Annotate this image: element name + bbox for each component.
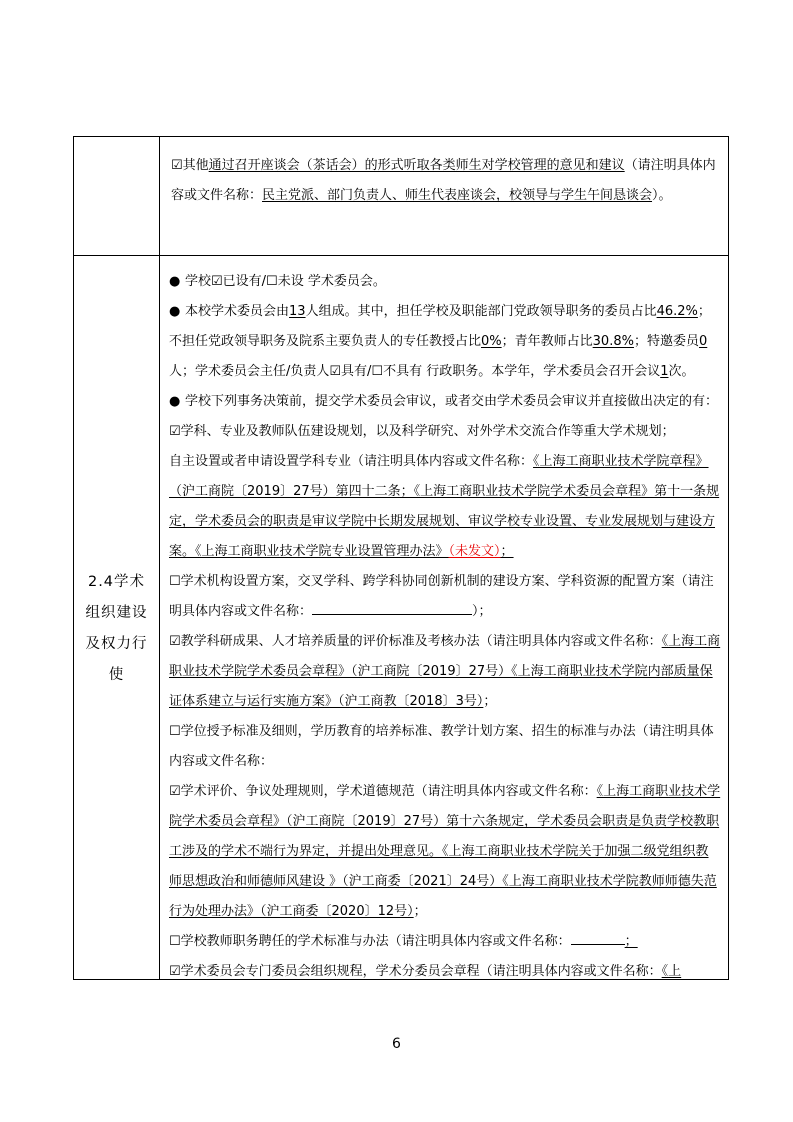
item-end: ）； bbox=[472, 604, 492, 619]
item-text: ☑学术评价、争议处理规则，学术道德规范（请注明具体内容或文件名称： bbox=[169, 784, 597, 799]
other-means-prompt: （请注明具体内容或文件名称： bbox=[171, 158, 716, 203]
row-divider bbox=[74, 255, 728, 256]
row-header-line: 使 bbox=[108, 667, 125, 683]
row-header-line: 组织建设 bbox=[85, 605, 148, 621]
bullet-icon: ● bbox=[169, 274, 181, 289]
item-text: ☐学术机构设置方案，交叉学科、跨学科协同创新机制的建设方案、学科资源的配置方案（请注明具体内容或文件名称： bbox=[169, 574, 714, 619]
composition-text: ；青年教师占比 bbox=[501, 334, 593, 349]
bullet-committee-composition bbox=[169, 297, 721, 387]
row-header-line: 2.4学术 bbox=[87, 574, 146, 590]
decision-matters-text: 学校下列事务决策前，提交学术委员会审议，或者交由学术委员会审议并直接做出决定的有： bbox=[185, 394, 719, 409]
item-degree-standards: ☐学位授予标准及细则，学历教育的培养标准、教学计划方案、招生的标准与办法（请注明具体内容或文件名称： bbox=[169, 724, 714, 769]
item-academic-structure bbox=[169, 567, 721, 627]
blank-field bbox=[571, 932, 625, 945]
item-academic-ethics bbox=[169, 777, 721, 927]
row-header-academic-organization bbox=[74, 567, 159, 691]
item-text: 自主设置或者申请设置学科专业（请注明具体内容或文件名称： bbox=[169, 454, 534, 469]
composition-text: 次。 bbox=[668, 364, 695, 379]
row1-content-cell bbox=[171, 151, 719, 211]
bullet-icon: ● bbox=[169, 394, 181, 409]
other-means-description: 通过召开座谈会（茶话会）的形式听取各类师生对学校管理的意见和建议 bbox=[208, 158, 625, 173]
item-discipline-setting bbox=[169, 447, 721, 567]
not-issued-note: （未发文） bbox=[448, 544, 501, 559]
page-number: 6 bbox=[392, 1036, 401, 1052]
item-text: ☑教学科研成果、人才培养质量的评价标准及考核办法（请注明具体内容或文件名称： bbox=[169, 634, 662, 649]
bullet-decision-matters bbox=[169, 387, 721, 417]
leader-ratio: 46.2% bbox=[656, 304, 698, 319]
composition-text: 人组成。其中，担任学校及职能部门党政领导职务的委员占比 bbox=[305, 304, 657, 319]
committee-status-text: 学校☑已设有/☐未设 学术委员会。 bbox=[185, 274, 386, 289]
member-count: 13 bbox=[289, 304, 306, 319]
item-teacher-appointment bbox=[169, 927, 721, 957]
professor-ratio: 0% bbox=[481, 334, 502, 349]
item-filename: 《上海工商职业技术学院章程》（沪工商院〔2019〕27号）第四十二条；《上海工商职业技术学院学术委员会章程》第十一条规定，学术委员会的职责是审议学院中长期发展规划、审议学校专业设置、专业发展规划与建设方案。《上海工商职业技术学院专业设置管理办法》 bbox=[169, 454, 720, 559]
other-means-filename: 民主党派、部门负责人、师生代表座谈会，校领导与学生午间恳谈会 bbox=[262, 188, 653, 203]
composition-text: ；不担任党政领导职务及院系主要负责人的专任教授占比 bbox=[169, 304, 711, 349]
item-end: ； bbox=[413, 904, 427, 919]
blank-field bbox=[312, 602, 472, 615]
item-text: ☐学校教师职务聘任的学术标准与办法（请注明具体内容或文件名称： bbox=[169, 934, 571, 949]
composition-text: 本校学术委员会由 bbox=[185, 304, 290, 319]
item-end: ； bbox=[500, 544, 514, 559]
bullet-committee-status bbox=[169, 267, 721, 297]
item-evaluation-standards bbox=[169, 627, 721, 717]
row-header-line: 及权力行 bbox=[85, 636, 148, 652]
other-means-paragraph bbox=[171, 151, 719, 211]
item-end: ； bbox=[483, 694, 497, 709]
invited-member-count: 0 bbox=[698, 334, 708, 349]
composition-text: ；特邀委员 bbox=[633, 334, 699, 349]
content-table bbox=[73, 136, 729, 980]
young-teacher-ratio: 30.8% bbox=[592, 334, 634, 349]
item-end: ； bbox=[624, 934, 638, 949]
other-means-end: ）。 bbox=[652, 188, 672, 203]
item-filename: 《上海工商职业技术学院学术委员会章程》（沪工商院〔2019〕27号）第十六条规定，学术委员会职责是负责学校教职工涉及的学术不端行为界定，并提出处理意见。《上海工商职业技术学院关于加强二级党组织教师思想政治和师德师风建设 》（沪工商委〔2021〕24号）《上海工商职业技术学院教师师德失范行为处理办法》（沪工商委〔2020〕12号） bbox=[169, 784, 721, 919]
bullet-icon: ● bbox=[169, 304, 181, 319]
item-filename: 《上海工商职业技术学院学术委员会章程》（沪工商院〔2019〕27号）《上海工商职业技术学院内部质量保证体系建立与运行实施方案》（沪工商教〔2018〕3号） bbox=[169, 634, 721, 709]
other-checkbox-label: ☑其他 bbox=[171, 158, 209, 173]
meeting-count: 1 bbox=[660, 364, 669, 379]
row2-content-cell bbox=[169, 267, 721, 987]
item-text: ☑学术委员会专门委员会组织规程，学术分委员会章程（请注明具体内容或文件名称： bbox=[169, 964, 662, 979]
item-discipline-planning: ☑学科、专业及教师队伍建设规划，以及科学研究、对外学术交流合作等重大学术规划； bbox=[169, 424, 675, 439]
column-divider bbox=[159, 137, 160, 979]
composition-text: 人；学术委员会主任/负责人☑具有/☐不具有 行政职务。本学年，学术委员会召开会议 bbox=[169, 364, 661, 379]
item-subcommittee-rules bbox=[169, 957, 721, 987]
item-filename: 《上 bbox=[661, 964, 682, 979]
